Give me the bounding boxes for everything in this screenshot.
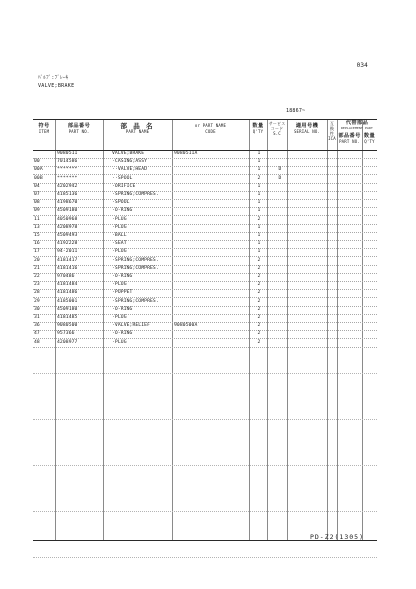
header-sc-en: S.C xyxy=(273,131,281,136)
row-quantity: 1 xyxy=(257,151,261,156)
header-rep-qty-en: Q'TY xyxy=(364,139,375,144)
row-quantity: 1 xyxy=(257,224,261,230)
row-part-number: 4202942 xyxy=(57,183,78,189)
header-rep-partno-jp: 部品番号 xyxy=(338,133,361,139)
row-item: 07 xyxy=(34,192,40,197)
blank-row-rule xyxy=(33,373,377,374)
table-row xyxy=(33,339,377,348)
row-quantity: 2 xyxy=(257,339,261,345)
header-ica-en: ICA xyxy=(328,136,336,141)
row-part-name: ·PLUG xyxy=(112,339,127,345)
row-part-name: ·SPRING;COMPRES. xyxy=(112,298,159,304)
row-item: 22 xyxy=(34,274,40,279)
header-item-en: ITEM xyxy=(38,129,50,134)
header-replacement xyxy=(337,121,377,130)
row-part-name: ·SEAT xyxy=(112,241,127,247)
row-part-name: ··SPOOL xyxy=(112,175,133,181)
row-item: 20 xyxy=(34,257,40,263)
row-quantity: 1 xyxy=(257,159,261,165)
row-item: 47 xyxy=(34,331,40,337)
header-name-jp: 部 品 名 xyxy=(120,122,155,130)
row-quantity: 1 xyxy=(257,241,261,247)
row-quantity: 1 xyxy=(257,200,261,206)
row-part-name: ·POPPET xyxy=(112,290,133,296)
row-part-name: ·SPOOL xyxy=(112,200,130,206)
row-service-code: D xyxy=(278,175,282,181)
row-item: 28 xyxy=(34,290,40,296)
title-en: VALVE;BRAKE xyxy=(38,83,75,89)
row-part-number: 4509180 xyxy=(57,306,78,312)
row-part-number: 9080500 xyxy=(57,323,78,329)
table-body xyxy=(33,150,377,540)
row-part-name: ·PLUG xyxy=(112,315,127,320)
row-quantity: 2 xyxy=(257,323,261,329)
row-part-number: 4185001 xyxy=(57,298,78,304)
header-name-en: PART NAME xyxy=(125,129,150,134)
row-part-number: 4509493 xyxy=(57,233,78,238)
row-part-name: ·CASING;ASSY xyxy=(112,159,148,165)
row-item: 00B xyxy=(34,175,43,181)
row-quantity: 1 xyxy=(257,233,261,238)
row-part-name: ·VALVE;RELIEF xyxy=(112,323,150,329)
row-part-name: ·O-RING xyxy=(112,306,133,312)
row-part-number: 9080511 xyxy=(57,151,78,156)
row-part-name: ·PLUG xyxy=(112,282,127,288)
parts-table xyxy=(33,119,377,541)
row-quantity: 1 xyxy=(257,183,261,189)
row-part-code: 9080511A xyxy=(174,151,198,156)
row-item: 36 xyxy=(34,323,40,329)
table-header xyxy=(33,120,377,151)
row-part-number: 970486 xyxy=(57,274,75,279)
row-part-name: VALVE;BRAKE xyxy=(112,151,145,156)
page-number: 034 xyxy=(356,62,368,69)
row-quantity: 2 xyxy=(257,298,261,304)
row-part-number: 4181485 xyxy=(57,315,78,320)
header-qty-jp: 数量 xyxy=(252,123,264,129)
row-part-name: ·SPRING;COMPRES. xyxy=(112,257,159,263)
row-quantity: 2 xyxy=(257,274,261,279)
row-service-code: D xyxy=(278,167,282,173)
row-part-name: ·SPRING;COMPRES. xyxy=(112,265,159,271)
serial-range: 18867~ xyxy=(286,108,306,114)
title-jp: ﾊﾞﾙﾌﾞ:ﾌﾞﾚｰｷ xyxy=(38,75,69,81)
header-sc xyxy=(267,121,287,136)
row-part-number: 4185136 xyxy=(57,192,78,197)
row-quantity: 2 xyxy=(257,306,261,312)
row-part-name: ·ORIFICE xyxy=(112,183,136,189)
row-item: 21 xyxy=(34,265,40,271)
row-part-name: ·SPRING;COMPRES. xyxy=(112,192,159,197)
header-partno-en: PART NO. xyxy=(68,129,90,134)
row-part-name: ·O-RING xyxy=(112,274,133,279)
header-code-sub: CODE xyxy=(205,129,216,134)
header-item xyxy=(33,123,55,135)
row-part-name: ·O-RING xyxy=(112,208,133,214)
row-item: 13 xyxy=(34,224,40,230)
row-part-number: 4208978 xyxy=(57,224,78,230)
title-block xyxy=(38,74,74,90)
row-part-name: ·BALL xyxy=(112,233,127,238)
row-part-number: 4192228 xyxy=(57,241,78,247)
row-part-name: ·PLUG xyxy=(112,216,127,222)
blank-row-rule xyxy=(33,511,377,512)
row-quantity: 2 xyxy=(257,216,261,222)
header-rep-partno-en: PART NO. xyxy=(339,139,360,144)
row-part-name: ··VALVE;HEAD xyxy=(112,167,148,173)
header-partno-jp: 部品番号 xyxy=(67,123,91,129)
header-rep-qty xyxy=(362,134,377,144)
row-part-number: ******* xyxy=(57,175,78,181)
row-item: 16 xyxy=(34,241,40,247)
row-part-code: 9080500A xyxy=(174,323,198,329)
row-quantity: 2 xyxy=(257,331,261,337)
row-part-number: 4208977 xyxy=(57,339,78,345)
header-rep-partno xyxy=(337,134,362,144)
header-serial xyxy=(287,123,327,135)
blank-row-rule xyxy=(33,465,377,466)
row-part-number: 4181484 xyxy=(57,282,78,288)
header-serial-en: SERIAL NO. xyxy=(293,129,321,134)
row-quantity: 1 xyxy=(257,249,261,255)
row-item: 00A xyxy=(34,167,43,173)
row-part-number: 4181416 xyxy=(57,265,78,271)
row-item: 04 xyxy=(34,183,40,189)
row-part-number: 4181486 xyxy=(57,290,78,296)
row-quantity: 2 xyxy=(257,315,261,320)
header-code-marker: or xyxy=(194,123,201,128)
header-rep-qty-jp: 数量 xyxy=(363,133,376,139)
blank-row-rule xyxy=(33,419,377,420)
row-quantity: 2 xyxy=(257,257,261,263)
row-part-number: 4181417 xyxy=(57,257,78,263)
row-item: 00 xyxy=(34,159,40,165)
row-item: 17 xyxy=(34,249,40,255)
row-item: 08 xyxy=(34,200,40,206)
header-sc-jp: サービス コード xyxy=(268,121,286,131)
row-item: 23 xyxy=(34,282,40,288)
row-item: 09 xyxy=(34,208,40,214)
header-partno xyxy=(55,123,103,135)
header-replacement-en: REPLACEMENT PART xyxy=(340,125,374,130)
header-ica xyxy=(327,121,337,141)
row-part-number: 94-2011 xyxy=(57,249,78,255)
row-part-number: 4050968 xyxy=(57,216,78,222)
header-ica-jp: 互 換 性 xyxy=(329,121,335,136)
header-item-jp: 符号 xyxy=(38,123,50,129)
row-quantity: 2 xyxy=(257,282,261,288)
footer-code: PD-Z2(1305) xyxy=(309,533,364,541)
row-part-number: 4509180 xyxy=(57,208,78,214)
blank-row-rule xyxy=(33,557,377,558)
header-qty xyxy=(249,123,267,135)
row-quantity: 2 xyxy=(257,290,261,296)
row-quantity: 1 xyxy=(257,167,261,173)
row-part-number: ******* xyxy=(57,167,78,173)
row-part-name: ·PLUG xyxy=(112,249,127,255)
row-part-name: ·O-RING xyxy=(112,331,133,337)
header-qty-en: Q'TY xyxy=(252,129,264,134)
row-item: 15 xyxy=(34,233,40,238)
row-item: 29 xyxy=(34,298,40,304)
row-item: 31 xyxy=(34,315,40,320)
row-quantity: 1 xyxy=(257,192,261,197)
header-replacement-jp: 代替部品 xyxy=(345,120,369,126)
row-item: 30 xyxy=(34,306,40,312)
header-serial-jp: 適用号機 xyxy=(295,123,319,129)
row-part-number: 7014586 xyxy=(57,159,78,165)
header-code-label: PART NAME xyxy=(202,123,227,128)
row-quantity: 2 xyxy=(257,265,261,271)
row-part-name: ·PLUG xyxy=(112,224,127,230)
row-part-number: 957366 xyxy=(57,331,75,337)
row-quantity: 1 xyxy=(257,208,261,214)
header-code xyxy=(172,123,249,135)
row-item: 11 xyxy=(34,216,40,222)
row-part-number: 4198670 xyxy=(57,200,78,206)
row-quantity: 2 xyxy=(257,175,261,181)
header-name xyxy=(103,123,172,135)
row-item: 48 xyxy=(34,339,40,345)
